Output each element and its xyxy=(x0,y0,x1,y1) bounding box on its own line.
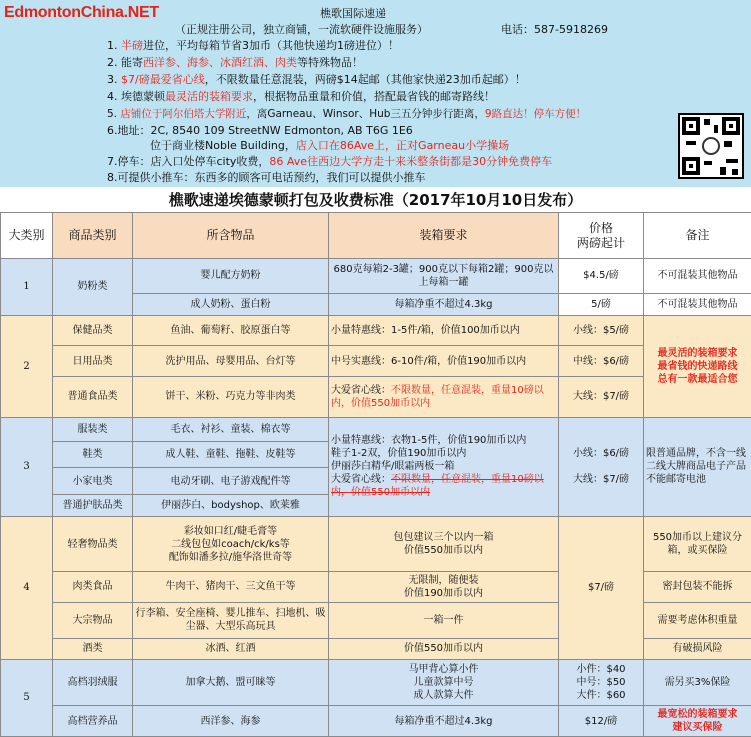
col-header: 价格 两磅起计 xyxy=(559,213,644,259)
packing-req: 包包建议三个以内一箱 价值550加币以内 xyxy=(329,517,559,572)
col-header: 所含物品 xyxy=(133,213,329,259)
table-row xyxy=(1,259,751,294)
packing-req: 无限制，随便装 价值190加币以内 xyxy=(329,572,559,603)
product-category: 普通食品类 xyxy=(53,376,133,417)
items-cell: 加拿大鹅、盟可睐等 xyxy=(133,659,329,706)
price-cell: $7/磅 xyxy=(559,517,644,659)
items-cell: 成人鞋、童鞋、拖鞋、皮鞋等 xyxy=(133,442,329,468)
items-cell: 行李箱、安全座椅、婴儿推车、扫地机、吸尘器、大型乐高玩具 xyxy=(133,602,329,639)
packing-req: 价值550加币以内 xyxy=(329,639,559,659)
product-category: 服装类 xyxy=(53,417,133,441)
packing-req: 中号实惠线：6-10件/箱，价值190加币以内 xyxy=(329,346,559,377)
price-cell: 小件：$40 中号：$50 大件：$60 xyxy=(559,659,644,706)
notice-line: 4. 埃德蒙顿最灵活的装箱要求，根据物品重量和价值，搭配最省钱的邮寄路线！ xyxy=(107,90,495,103)
notice-line: 5. 店铺位于阿尔伯塔大学附近，离Garneau、Winsor、Hub三五分钟步行距离，9路直达！停车方便！ xyxy=(107,108,587,120)
items-cell: 洗护用品、母婴用品、台灯等 xyxy=(133,346,329,377)
table-row xyxy=(1,417,751,441)
table-row xyxy=(1,659,751,706)
table-row xyxy=(1,315,751,346)
company-subtitle: （正规注册公司，独立商铺，一流软硬件设施服务） xyxy=(175,23,428,36)
items-cell: 西洋参、海参 xyxy=(133,706,329,737)
product-category: 高档羽绒服 xyxy=(53,659,133,706)
product-category: 轻奢物品类 xyxy=(53,517,133,572)
site-watermark: EdmontonChina.NET xyxy=(4,4,159,21)
items-cell: 电动牙刷、电子游戏配件等 xyxy=(133,468,329,494)
price-cell: 大线：$7/磅 xyxy=(559,376,644,417)
price-cell: 小线：$6/磅 大线：$7/磅 xyxy=(559,417,644,517)
items-cell: 冰酒、红酒 xyxy=(133,639,329,659)
items-cell: 饼干、米粉、巧克力等非肉类 xyxy=(133,376,329,417)
packing-req: 每箱净重不超过4.3kg xyxy=(329,293,559,315)
packing-req: 马甲背心算小件 儿童款算中号 成人款算大件 xyxy=(329,659,559,706)
notice-line: 1. 半磅进位，平均每箱节省3加币（其他快递均1磅进位）！ xyxy=(107,39,399,52)
product-category: 大宗物品 xyxy=(53,602,133,639)
category-number: 2 xyxy=(1,315,53,417)
col-header: 商品类别 xyxy=(53,213,133,259)
note-cell: 需另买3%保险 xyxy=(644,659,751,706)
note-cell: 不可混装其他物品 xyxy=(644,259,751,294)
price-cell: $4.5/磅 xyxy=(559,259,644,294)
note-cell: 有破损风险 xyxy=(644,639,751,659)
packing-req: 680克每箱2-3罐；900克以下每箱2罐；900克以上每箱一罐 xyxy=(329,259,559,294)
items-cell: 伊丽莎白、bodyshop、欧莱雅 xyxy=(133,494,329,516)
product-category: 酒类 xyxy=(53,639,133,659)
items-cell: 毛衣、衬衫、童装、棉衣等 xyxy=(133,417,329,441)
items-cell: 婴儿配方奶粉 xyxy=(133,259,329,294)
product-category: 保健品类 xyxy=(53,315,133,346)
table-row xyxy=(1,706,751,737)
qr-code-icon xyxy=(678,113,744,179)
category-number: 3 xyxy=(1,417,53,517)
note-cell: 550加币以上建议分箱，或买保险 xyxy=(644,517,751,572)
packing-req: 大爱省心线：不限数量，任意混装，重量10磅以内，价值550加币以内 xyxy=(329,376,559,417)
items-cell: 彩妆如口红/睫毛膏等 二线包包如coach/ck/ks等 配饰如潘多拉/施华洛世奇等 xyxy=(133,517,329,572)
table-row xyxy=(1,346,751,377)
price-cell: 5/磅 xyxy=(559,293,644,315)
price-cell: 中线：$6/磅 xyxy=(559,346,644,377)
table-header-row xyxy=(1,213,751,259)
notice-line: 3. $7/磅最爱省心线，不限数量任意混装，两磅$14起邮（其他家快递23加币起邮）！ xyxy=(107,73,526,86)
note-cell: 最灵活的装箱要求 最省钱的快递路线 总有一款最适合您 xyxy=(644,315,751,417)
table-title: 樵歌速递埃德蒙顿打包及收费标准（2017年10月10日发布） xyxy=(168,191,583,209)
notice-line: 位于商业楼Noble Building，店入口在86Ave上，正对Garneau小学操场 xyxy=(150,139,510,152)
pricing-table xyxy=(0,212,751,737)
company-name: 樵歌国际速递 xyxy=(320,7,386,20)
product-category: 肉类食品 xyxy=(53,572,133,603)
packing-req: 小量特惠线：衣物1-5件，价值190加币以内 鞋子1-2双，价值190加币以内 伊丽莎白精华/眼霜两板一箱 大爱省心线：不限数量，任意混装，重量10磅以内，价值550加币以内 xyxy=(329,417,559,517)
price-cell: 小线：$5/磅 xyxy=(559,315,644,346)
table-row xyxy=(1,376,751,417)
packing-req: 小量特惠线：1-5件/箱，价值100加币以内 xyxy=(329,315,559,346)
notice-line: 7.停车：店入口处停车city收费，86 Ave往西边大学方走十来米整条街都是30分钟免费停车 xyxy=(107,155,553,168)
product-category: 奶粉类 xyxy=(53,259,133,316)
table-row xyxy=(1,517,751,572)
product-category: 普通护肤品类 xyxy=(53,494,133,516)
items-cell: 成人奶粉、蛋白粉 xyxy=(133,293,329,315)
info-banner xyxy=(0,0,751,187)
col-header: 装箱要求 xyxy=(329,213,559,259)
product-category: 小家电类 xyxy=(53,468,133,494)
col-header: 备注 xyxy=(644,213,751,259)
packing-req: 一箱一件 xyxy=(329,602,559,639)
category-number: 4 xyxy=(1,517,53,659)
notice-line: 2. 能寄西洋参、海参、冰酒红酒、肉类等特殊物品！ xyxy=(107,56,363,69)
product-category: 鞋类 xyxy=(53,442,133,468)
price-cell: $12/磅 xyxy=(559,706,644,737)
product-category: 高档营养品 xyxy=(53,706,133,737)
note-cell: 最宽松的装箱要求 建议买保险 xyxy=(644,706,751,737)
items-cell: 牛肉干、猪肉干、三文鱼干等 xyxy=(133,572,329,603)
phone-number: 电话：587-5918269 xyxy=(501,23,608,36)
note-cell: 限普通品牌，不含一线二线大牌商品电子产品不能邮寄电池 xyxy=(644,417,751,517)
category-number: 5 xyxy=(1,659,53,736)
note-cell: 不可混装其他物品 xyxy=(644,293,751,315)
category-number: 1 xyxy=(1,259,53,316)
notice-line: 8.可提供小推车：东西多的顾客可电话预约，我们可以提供小推车 xyxy=(107,171,426,184)
col-header: 大类别 xyxy=(1,213,53,259)
note-cell: 密封包装不能拆 xyxy=(644,572,751,603)
product-category: 日用品类 xyxy=(53,346,133,377)
packing-req: 每箱净重不超过4.3kg xyxy=(329,706,559,737)
notice-line: 6.地址：2C, 8540 109 StreetNW Edmonton, AB T6G 1E6 xyxy=(107,124,413,137)
note-cell: 需要考虑体积重量 xyxy=(644,602,751,639)
items-cell: 鱼油、葡萄籽、胶原蛋白等 xyxy=(133,315,329,346)
